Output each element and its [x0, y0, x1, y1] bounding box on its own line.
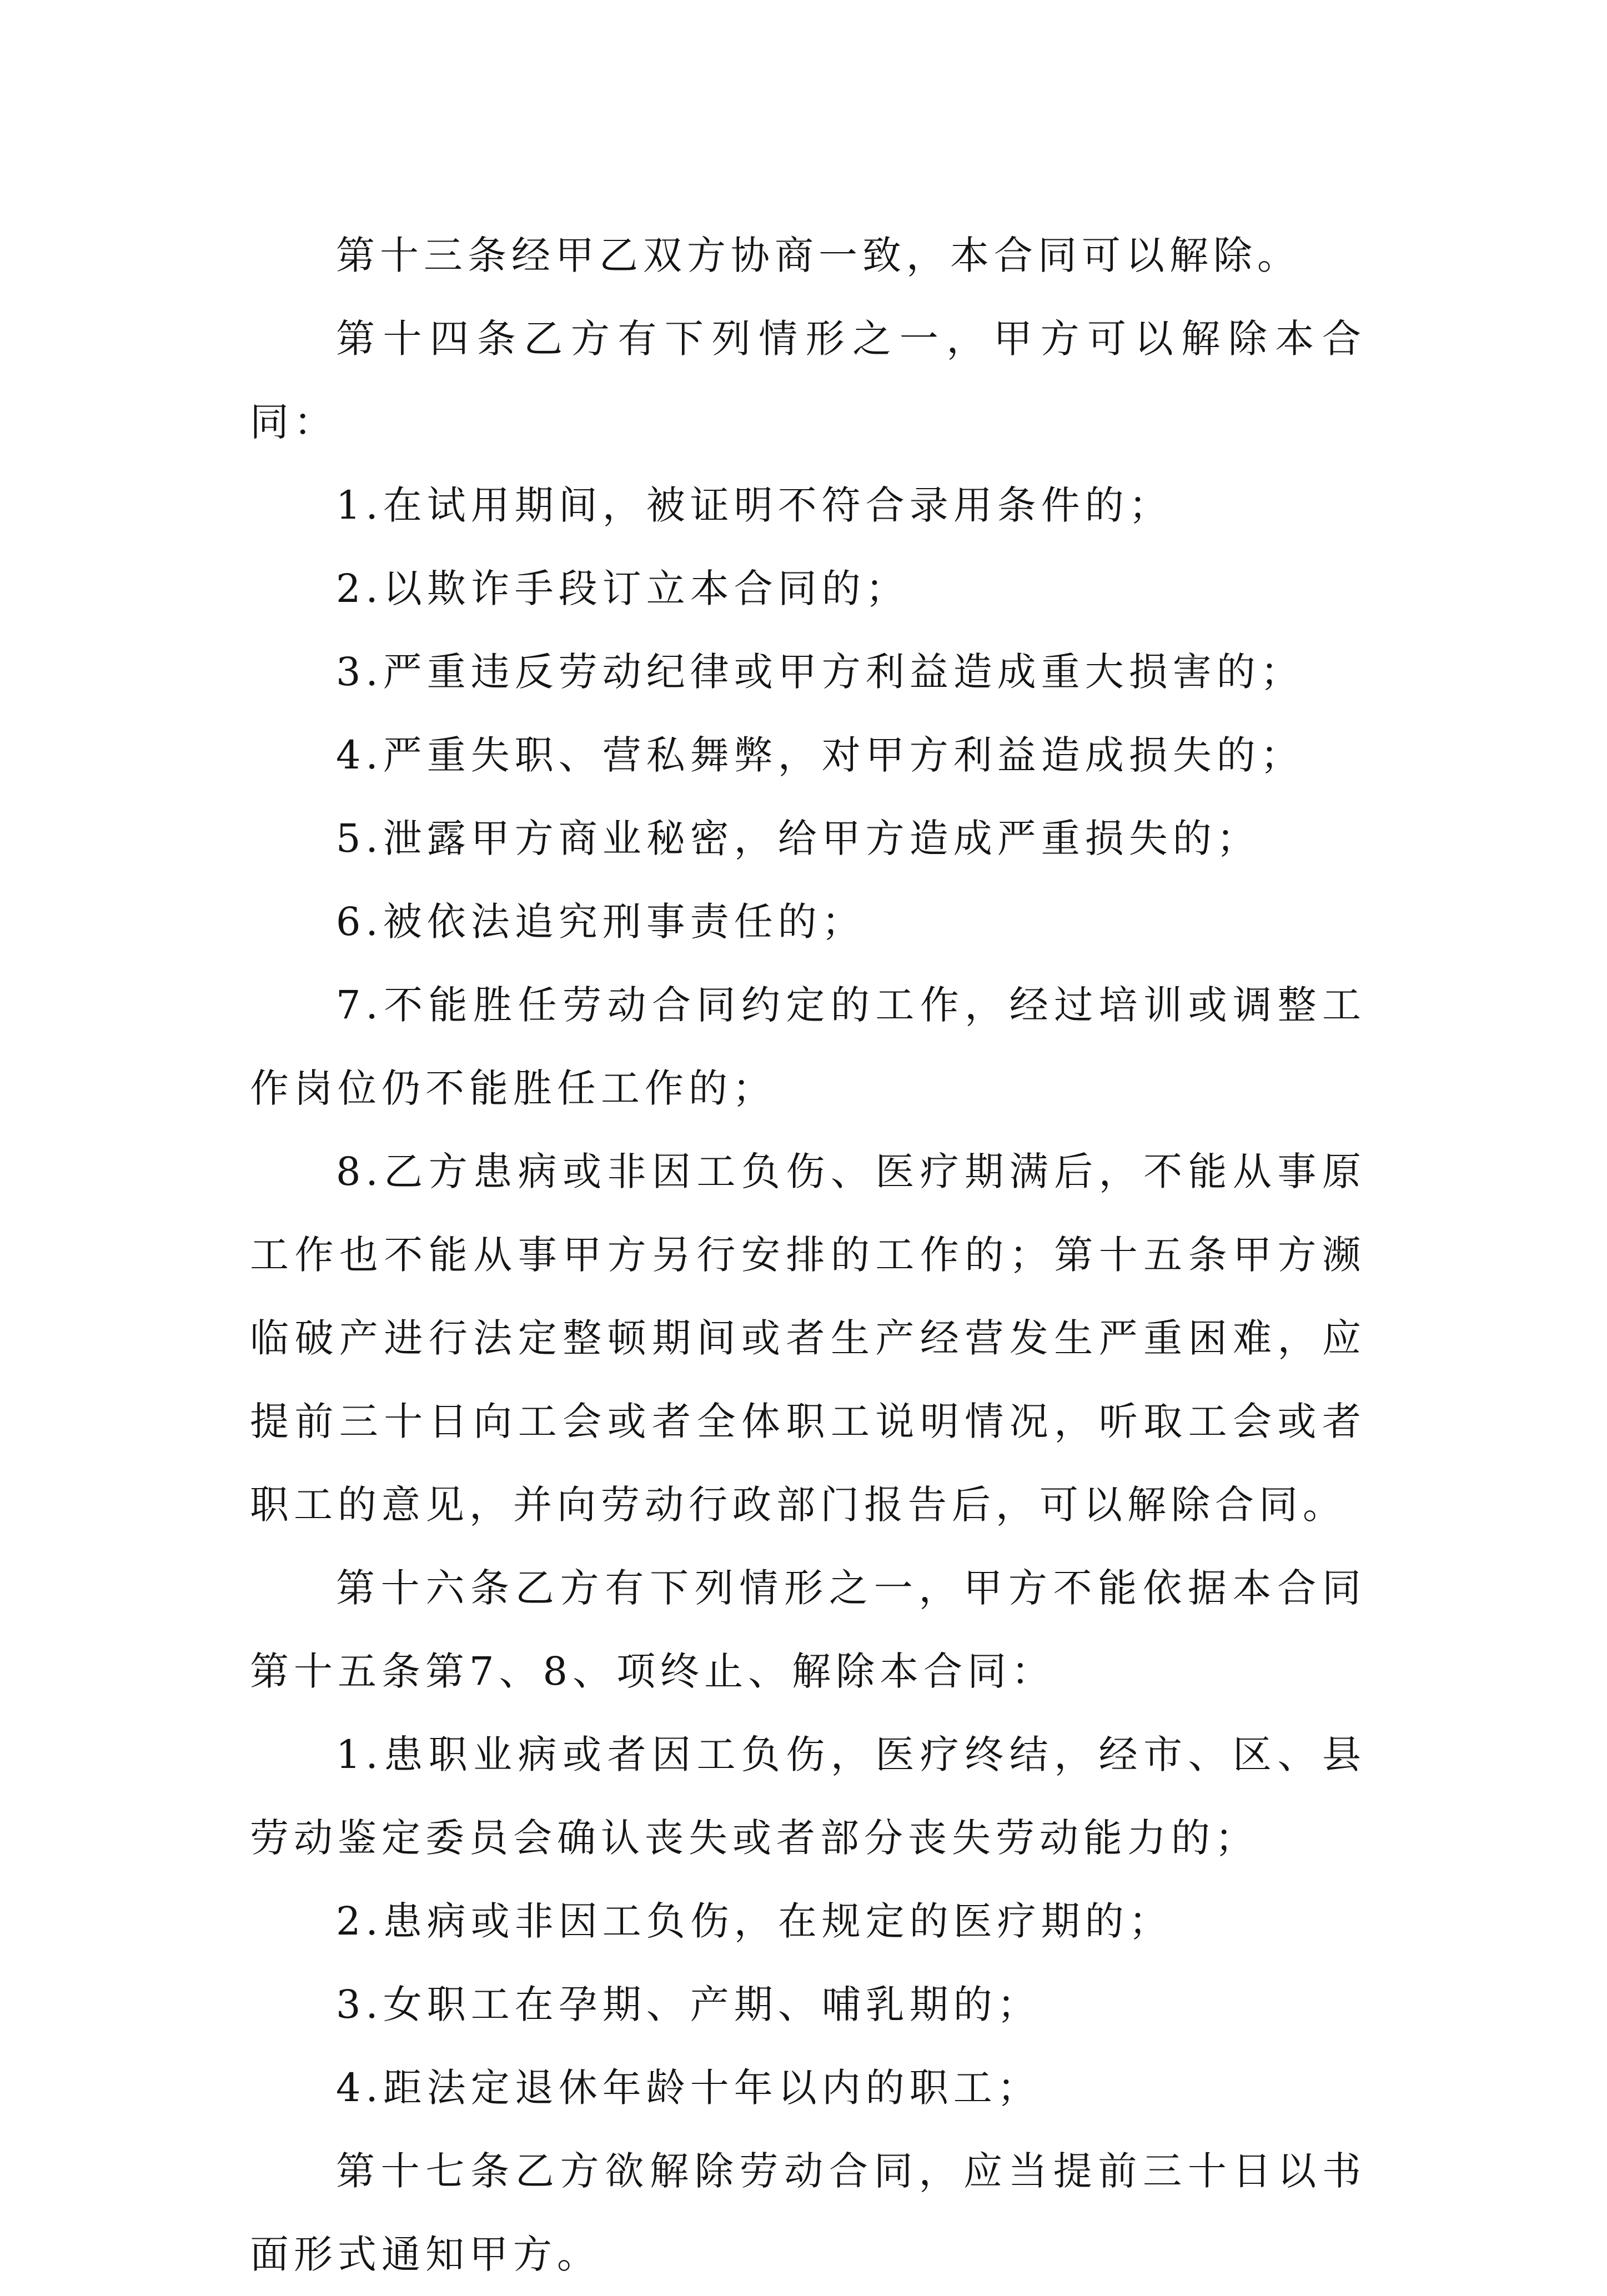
article-16-item-4: 4.距法定退休年龄十年以内的职工； — [336, 2065, 1041, 2111]
article-14-item-6: 6.被依法追究刑事责任的； — [336, 899, 866, 944]
article-16: 第十六条乙方有下列情形之一，甲方不能依据本合同第十五条第7、8、项终止、解除本合同： — [250, 1565, 1366, 1694]
article-16-item-2: 2.患病或非因工负伤，在规定的医疗期的； — [336, 1898, 1173, 1944]
article-14-item-8-and-article-15: 8.乙方患病或非因工负伤、医疗期满后，不能从事原工作也不能从事甲方另行安排的工作的；第十五条甲方濒临破产进行法定整顿期间或者生产经营发生严重困难，应提前三十日向工会或者全体职工说明情况，听取工会或者职工的意见，并向劳动行政部门报告后，可以解除合同。 — [250, 1149, 1366, 1528]
article-13: 第十三条经甲乙双方协商一致，本合同可以解除。 — [336, 233, 1301, 278]
article-14-item-4: 4.严重失职、营私舞弊，对甲方利益造成损失的； — [336, 732, 1304, 778]
article-14: 第十四条乙方有下列情形之一，甲方可以解除本合同： — [250, 316, 1366, 445]
article-16-item-1: 1.患职业病或者因工负伤，医疗终结，经市、区、县劳动鉴定委员会确认丧失或者部分丧失劳动能力的； — [250, 1732, 1366, 1861]
article-14-item-7: 7.不能胜任劳动合同约定的工作，经过培训或调整工作岗位仍不能胜任工作的； — [250, 982, 1366, 1111]
document-body — [250, 214, 1366, 2296]
article-17: 第十七条乙方欲解除劳动合同，应当提前三十日以书面形式通知甲方。 — [250, 2148, 1366, 2277]
article-14-item-5: 5.泄露甲方商业秘密，给甲方造成严重损失的； — [336, 816, 1261, 861]
article-14-item-2: 2.以欺诈手段订立本合同的； — [336, 566, 910, 611]
article-16-item-3: 3.女职工在孕期、产期、哺乳期的； — [336, 1982, 1041, 2027]
article-14-item-1: 1.在试用期间，被证明不符合录用条件的； — [336, 483, 1173, 528]
article-14-item-3: 3.严重违反劳动纪律或甲方利益造成重大损害的； — [336, 649, 1304, 695]
